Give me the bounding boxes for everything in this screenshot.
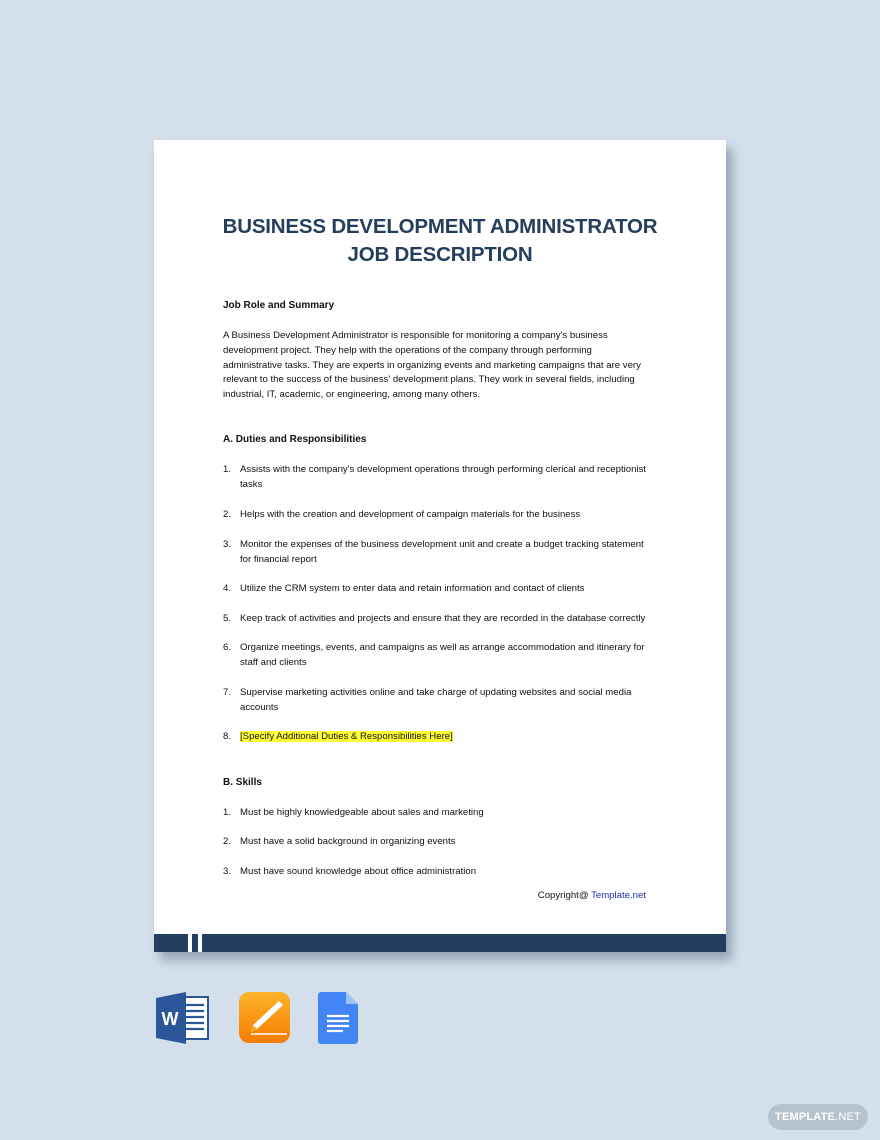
pages-icon[interactable]: [239, 992, 291, 1049]
skill-text: Must have a solid background in organizing events: [240, 836, 456, 847]
summary-line: administrative tasks. They are experts in organizing events and marketing campaigns that are very: [223, 359, 641, 371]
footer-stripe: [188, 934, 192, 952]
footer-stripe: [198, 934, 202, 952]
skill-number: 1.: [223, 807, 232, 818]
duty-text-cont: for financial report: [240, 553, 317, 565]
skill-number: 3.: [223, 866, 232, 877]
summary-paragraph: [223, 329, 663, 403]
badge-text-bold: TEMPLATE: [775, 1111, 836, 1123]
copyright-link[interactable]: Template.net: [591, 890, 646, 901]
duty-text: Utilize the CRM system to enter data and retain information and contact of clients: [240, 583, 585, 594]
duty-text: Monitor the expenses of the business development unit and create a budget tracking statement: [240, 539, 644, 550]
duty-text-cont: staff and clients: [240, 656, 307, 668]
summary-heading: Job Role and Summary: [223, 300, 335, 311]
title-line-2: JOB DESCRIPTION: [347, 243, 533, 266]
duty-number: 3.: [223, 539, 232, 550]
skills-heading: B. Skills: [223, 777, 262, 788]
duty-text: Supervise marketing activities online and take charge of updating websites and social media: [240, 687, 632, 698]
duty-number: 5.: [223, 613, 232, 624]
title-line-1: BUSINESS DEVELOPMENT ADMINISTRATOR: [222, 215, 658, 238]
summary-line: development project. They help with the operations of the company through performing: [223, 344, 592, 356]
copyright-label: Copyright@: [537, 890, 592, 901]
duty-number: 6.: [223, 642, 232, 653]
summary-line: industrial, IT, academic, or engineering, among many others.: [223, 389, 481, 401]
duty-text: Organize meetings, events, and campaigns as well as arrange accommodation and itinerary for: [240, 642, 645, 653]
duty-text: Helps with the creation and development of campaign materials for the business: [240, 509, 581, 520]
highlighted-placeholder-text: [Specify Additional Duties & Responsibilities Here]: [240, 731, 453, 742]
duty-number: 8.: [223, 731, 232, 742]
badge-text-light: .NET: [835, 1111, 861, 1123]
document-page: [154, 140, 726, 952]
duty-number: 4.: [223, 583, 232, 594]
document-title: [154, 213, 726, 269]
word-icon[interactable]: [156, 992, 210, 1049]
duty-number: 7.: [223, 687, 232, 698]
summary-line: relevant to the success of the business' development plans. They work in several fields, including: [223, 374, 635, 386]
duty-number: 1.: [223, 464, 232, 475]
summary-line: A Business Development Administrator is responsible for monitoring a company's business: [223, 330, 608, 341]
skill-text: Must be highly knowledgeable about sales and marketing: [240, 807, 484, 818]
skill-text: Must have sound knowledge about office administration: [240, 866, 477, 877]
duty-text-cont: accounts: [240, 701, 279, 713]
footer-bar: [154, 934, 726, 952]
duty-text: Assists with the company's development operations through performing clerical and receptionist: [240, 464, 647, 475]
duty-text: Keep track of activities and projects and ensure that they are recorded in the database correctly: [240, 613, 646, 624]
word-icon-letter: W: [161, 1009, 179, 1029]
copyright-notice: [538, 890, 646, 901]
template-net-badge[interactable]: [768, 1104, 868, 1130]
duties-heading: A. Duties and Responsibilities: [223, 434, 367, 445]
duty-number: 2.: [223, 509, 232, 520]
skill-number: 2.: [223, 836, 232, 847]
duty-text-cont: tasks: [240, 478, 263, 490]
google-docs-icon[interactable]: [318, 992, 360, 1049]
